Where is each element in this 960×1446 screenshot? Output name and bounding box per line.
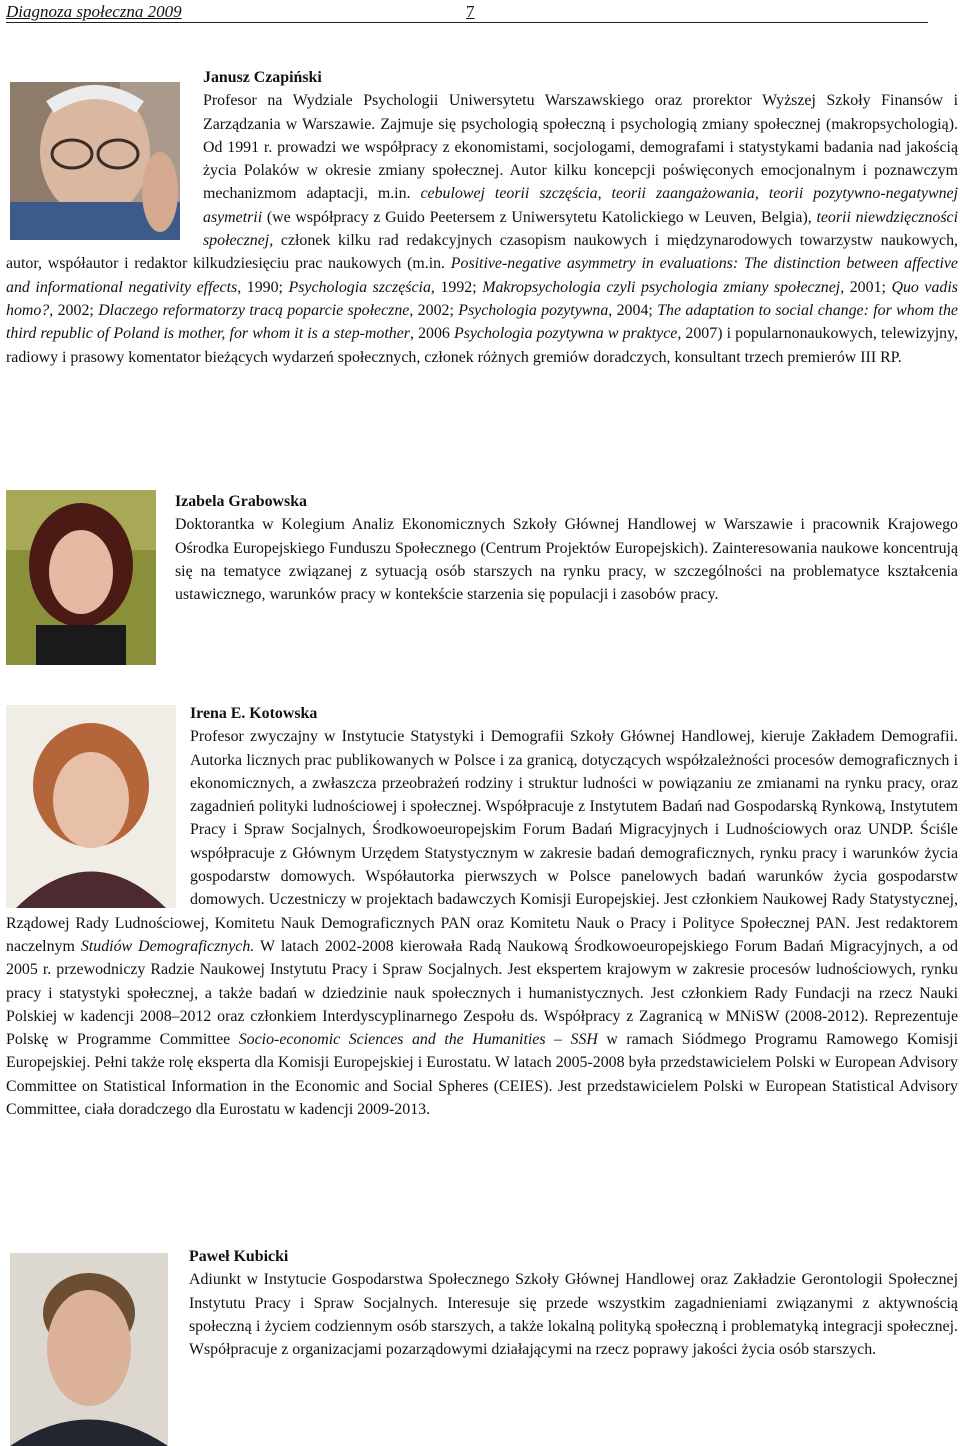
- bio-izabela-grabowska: [175, 490, 958, 606]
- bio-name: Janusz Czapiński: [203, 69, 322, 86]
- page-header: [6, 0, 928, 23]
- bio-pawel-kubicki: [189, 1245, 958, 1361]
- bio-text: Adiunkt w Instytucie Gospodarstwa Społecznego Szkoły Głównej Handlowej oraz Zakładzie Gerontologii Społecznej Instytutu Pracy i Spraw Socjalnych. Interesuje się przede wszystkim zagadnieniami związanymi z aktywnością społeczną i życiem codziennym osób starszych, a także lokalną polityką społeczną i problematyką integracji społecznej. Współpracuje z organizacjami pozarządowymi działającymi na rzecz poprawy jakości życia osób starszych.: [189, 1271, 958, 1359]
- bio-irena-kotowska: [6, 702, 958, 1121]
- header-title: Diagnoza społeczna 2009: [6, 2, 182, 21]
- bio-text: Profesor zwyczajny w Instytucie Statystyki i Demografii Szkoły Głównej Handlowej, kieruje Zakładem Demografii. Autorka licznych prac publikowanych w Polsce i za granicą, dotyczących współzależności procesów demograficznych i ekonomicznych, a zwłaszcza przeobrażeń rodziny i struktur ludności w powiązaniu ze zmianami na rynku pracy, oraz zagadnień polityki ludnościowej i społecznej. Współpracuje z Instytutem Badań nad Gospodarską Rynkową, Instytutem Pracy i Spraw Socjalnych, Środkowoeuropejskim Forum Badań Migracyjnych i Ludnościowych oraz UNDP. Ściśle współpracuje z Głównym Urzędem Statystycznym w zakresie badań demograficznych, rynku pracy i warunków życia gospodarstw domowych. Współautorka pierwszych w Polsce panelowych badań warunków życia gospodarstw domowych. Uczestniczy w projektach badawczych Komisji Europejskiej. Jest członkiem Naukowej Rady Statystycznej, Rządowej Rady Ludnościowej, Komitetu Nauk Demograficznych PAN oraz Komitetu Nauk o Pracy i Polityce Społecznej PAN. Jest redaktorem naczelnym Studiów Demograficznych. W latach 2002-2008 kierowała Radą Naukową Środkowoeuropejskiego Forum Badań Migracyjnych, a od 2005 r. przewodniczy Radzie Naukowej Instytutu Pracy i Spraw Socjalnych. Jest ekspertem krajowym w zakresie procesów ludnościowych, rynku pracy i statystyki społecznej, a także badań w dziedzinie nauk społecznych i humanistycznych. Jest członkiem Rady Fundacji na rzecz Nauki Polskiej w kadencji 2008–2012 oraz członkiem Interdyscyplinarnego Zespołu ds. Współpracy z Zagranicą w MNiSW (2008-2012). Reprezentuje Polskę w Programme Committee Socio-economic Sciences and the Humanities – SSH w ramach Siódmego Programu Ramowego Komisji Europejskiej. Pełni także rolę eksperta dla Komisji Europejskiej i Eurostatu. W latach 2005-2008 była przedstawicielem Polski w European Advisory Committee on Statistical Information in the Economic and Social Spheres (CEIES). Jest przedstawicielem Polski w European Statistical Advisory Committee, ciała doradczego dla Eurostatu w kadencji 2009-2013.: [6, 728, 959, 1119]
- bio-text: Profesor na Wydziale Psychologii Uniwersytetu Warszawskiego oraz prorektor Wyższej Szkoły Finansów i Zarządzania w Warszawie. Zajmuje się psychologią społeczną i psychologią zmiany społecznej (makropsychologią). Od 1991 r. prowadzi we współpracy z ekonomistami, socjologami, demografami i statystykami badania nad jakością życia Polaków w okresie zmiany społecznej. Autor kilku koncepcji poświęconych emocjonalnym i poznawczym mechanizmom adaptacji, m.in. cebulowej teorii szczęścia, teorii zaangażowania, teorii pozytywno-negatywnej asymetrii (we współpracy z Guido Peetersem z Uniwersytetu Katolickiego w Leuven, Belgia), teorii niewdzięczności społecznej, członek kilku rad redakcyjnych czasopism naukowych i międzynarodowych towarzystw naukowych, autor, współautor i redaktor kilkudziesięciu prac naukowych (m.in. Positive-negative asymmetry in evaluations: The distinction between affective and informational negativity effects, 1990; Psychologia szczęścia, 1992; Makropsychologia czyli psychologia zmiany społecznej, 2001; Quo vadis homo?, 2002; Dlaczego reformatorzy tracą poparcie społeczne, 2002; Psychologia pozytywna, 2004; The adaptation to social change: for whom the third republic of Poland is mother, for whom it is a step-mother, 2006 Psychologia pozytywna w praktyce, 2007) i popularnonaukowych, telewizyjny, radiowy i prasowy komentator bieżących wydarzeń społecznych, członek różnych gremiów doradczych, konsultant trzech premierów III RP.: [6, 92, 959, 366]
- bio-text: Doktorantka w Kolegium Analiz Ekonomicznych Szkoły Głównej Handlowej w Warszawie i pracownik Krajowego Ośrodka Europejskiego Funduszu Społecznego (Centrum Projektów Europejskich). Zainteresowania naukowe koncentrują się na tematyce związanej z sytuacją osób starszych na rynku pracy, w szczególności na problematyce kształcenia ustawicznego, warunków pracy w kontekście starzenia się populacji i zasobów pracy.: [175, 516, 958, 604]
- bio-name: Izabela Grabowska: [175, 493, 307, 510]
- portrait-pawel-kubicki: [10, 1253, 168, 1446]
- bio-name: Paweł Kubicki: [189, 1248, 289, 1265]
- bio-janusz-czapinski: [6, 66, 958, 369]
- page-number: 7: [466, 2, 475, 21]
- bio-name: Irena E. Kotowska: [190, 705, 318, 722]
- portrait-izabela-grabowska: [6, 490, 156, 665]
